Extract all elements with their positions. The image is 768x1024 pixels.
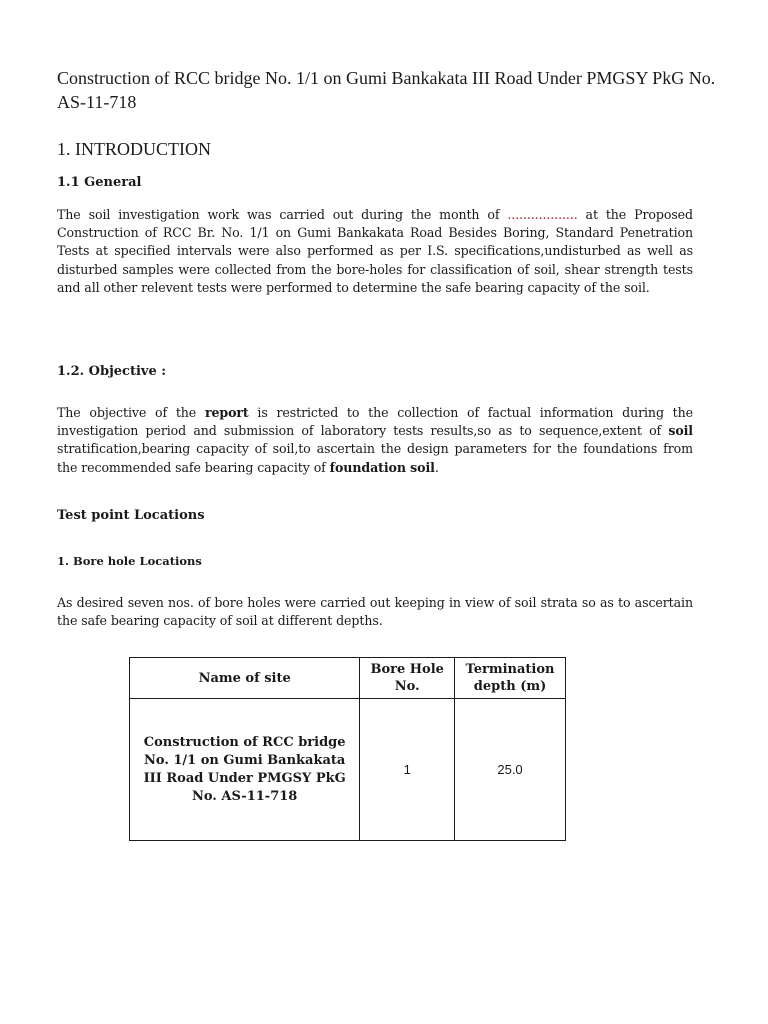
cell-site-name: Construction of RCC bridge No. 1/1 on Gumi Bankakata III Road Under PMGSY PkG No. AS-11-718 bbox=[130, 699, 360, 841]
header-name-of-site: Name of site bbox=[130, 658, 360, 699]
objective-text-1: The objective of the bbox=[57, 405, 205, 420]
document-title: Construction of RCC bridge No. 1/1 on Gumi Bankakata III Road Under PMGSY PkG No. AS-11-718 bbox=[57, 68, 716, 112]
bore-hole-paragraph: As desired seven nos. of bore holes were carried out keeping in view of soil strata so as to ascertain the safe bearing capacity of soil at different depths. bbox=[57, 595, 693, 629]
objective-bold-soil: soil bbox=[668, 423, 693, 439]
general-text-end: at the Proposed Construction of RCC Br. No. 1/1 on Gumi Bankakata Road Besides Boring, Standard Penetration Tests at specified intervals were also performed as per I.S. specifications,undisturbed as well as disturbed samples were collected from the bore-holes for classification of soil, shear strength tests and all other relevent tests were performed to determine the safe bearing capacity of the soil. bbox=[57, 207, 693, 295]
objective-text-3: stratification,bearing capacity of soil,to ascertain the design parameters for the foundations from the recommended safe bearing capacity of bbox=[57, 441, 693, 475]
table-row bbox=[130, 699, 566, 841]
month-blank: .................. bbox=[507, 207, 578, 222]
bore-hole-locations-heading: 1. Bore hole Locations bbox=[57, 554, 202, 568]
bore-hole-table bbox=[129, 657, 566, 841]
header-bore-hole-no: Bore Hole No. bbox=[360, 658, 455, 699]
objective-text-4: . bbox=[434, 459, 439, 475]
objective-text-2: is restricted to the collection of factual information during the investigation period and submission of laboratory tests results,so as to sequence,extent of bbox=[57, 405, 693, 439]
cell-termination-depth: 25.0 bbox=[455, 699, 566, 841]
introduction-heading: 1. INTRODUCTION bbox=[57, 139, 211, 159]
general-text-start: The soil investigation work was carried out during the month of bbox=[57, 207, 508, 222]
header-termination-depth: Termination depth (m) bbox=[455, 658, 566, 699]
general-paragraph bbox=[57, 206, 693, 297]
cell-bore-hole-no: 1 bbox=[360, 699, 455, 841]
objective-bold-report: report bbox=[204, 405, 249, 420]
table-header-row bbox=[130, 658, 566, 699]
objective-bold-foundation-soil: foundation soil bbox=[329, 459, 435, 475]
general-heading: 1.1 General bbox=[57, 175, 142, 190]
objective-heading: 1.2. Objective : bbox=[57, 364, 167, 379]
test-point-locations-heading: Test point Locations bbox=[57, 508, 205, 523]
objective-paragraph bbox=[57, 404, 693, 477]
